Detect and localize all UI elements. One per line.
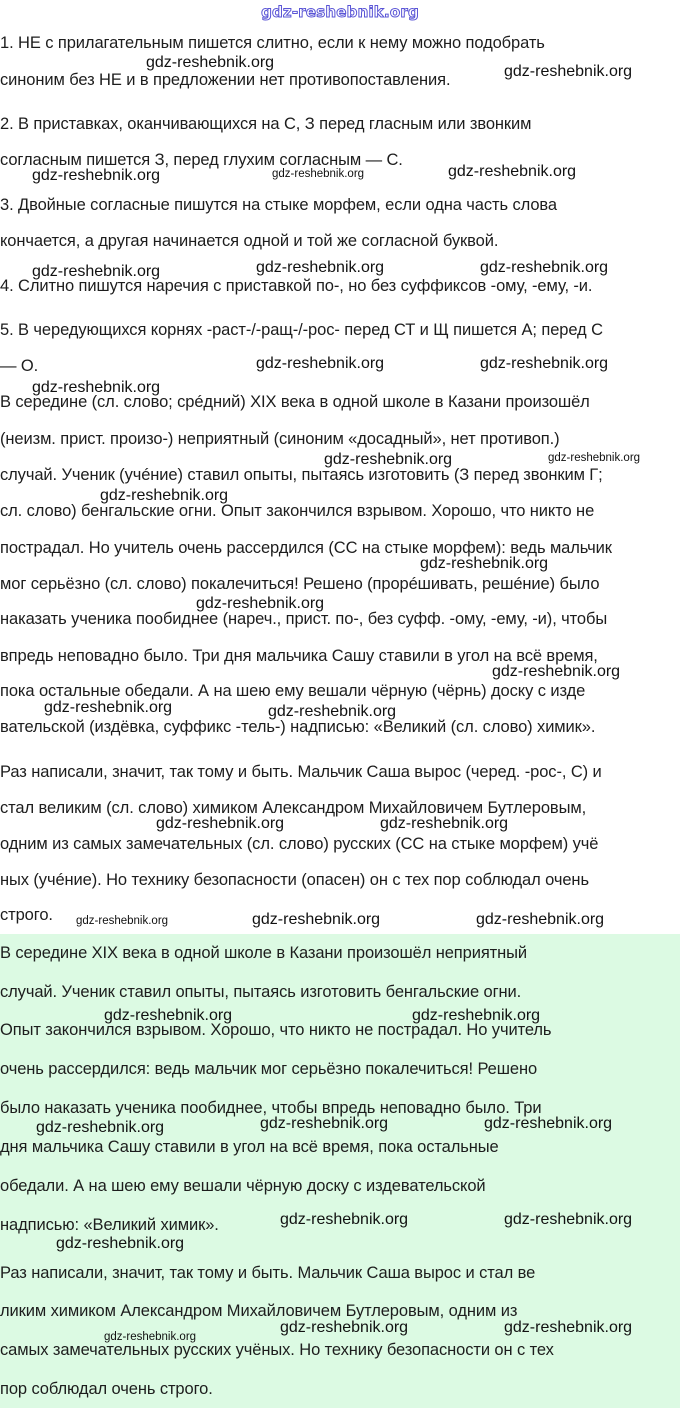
analysis-line: мог серьёзно (сл. слово) покалечиться! Решено (прорéшивать, решéние) было — [0, 575, 600, 593]
site-header — [0, 0, 680, 24]
analysis-line: ных (учéние). Но технику безопасности (опасен) он с тех пор соблюдал очень — [0, 871, 589, 889]
rule-line: согласным пишется З, перед глухим согласным — С. — [0, 151, 403, 169]
final-line: В середине XIX века в одной школе в Казани произошёл неприятный — [0, 944, 528, 962]
final-line: дня мальчика Сашу ставили в угол на всё время, пока остальные — [0, 1138, 499, 1156]
watermark: gdz-reshebnik.org — [492, 663, 621, 680]
site-logo-link[interactable]: gdz-reshebnik.org — [261, 3, 419, 21]
watermark: gdz-reshebnik.org — [484, 1115, 613, 1132]
watermark: gdz-reshebnik.org — [280, 1211, 409, 1228]
watermark: gdz-reshebnik.org — [504, 1319, 633, 1336]
watermark: gdz-reshebnik.org — [256, 259, 385, 276]
final-line: очень рассердился: ведь мальчик мог серьёзно покалечиться! Решено — [0, 1060, 538, 1078]
watermark: gdz-reshebnik.org — [476, 911, 605, 928]
watermark: gdz-reshebnik.org — [56, 1235, 185, 1252]
watermark: gdz-reshebnik.org — [104, 1007, 233, 1024]
final-line: ликим химиком Александром Михайловичем Бутлеровым, одним из — [0, 1302, 518, 1320]
final-line: обедали. А на шею ему вешали чёрную доску с издевательской — [0, 1177, 486, 1195]
watermark: gdz-reshebnik.org — [100, 487, 229, 504]
analysis-line: наказать ученика пообиднее (нареч., прист. по-, без суфф. -ому, -ему, -и), чтобы — [0, 610, 608, 628]
analysis-line: сл. слово) бенгальские огни. Опыт закончился взрывом. Хорошо, что никто не — [0, 502, 595, 520]
analysis-line: одним из самых замечательных (сл. слово) русских (СС на стыке морфем) учё — [0, 835, 599, 853]
watermark: gdz-reshebnik.org — [504, 63, 633, 80]
analysis-line: Раз написали, значит, так тому и быть. Мальчик Саша вырос (черед. -рос-, С) и — [0, 763, 602, 781]
watermark: gdz-reshebnik.org — [412, 1007, 541, 1024]
analysis-line: вательской (издёвка, суффикс -тель-) надписью: «Великий (сл. слово) химик». — [0, 718, 596, 736]
watermark: gdz-reshebnik.org — [420, 555, 549, 572]
watermark: gdz-reshebnik.org — [32, 379, 161, 396]
watermark: gdz-reshebnik.org — [156, 815, 285, 832]
rule-line: 1. НЕ с прилагательным пишется слитно, если к нему можно подобрать — [0, 34, 545, 52]
watermark: gdz-reshebnik.org — [44, 699, 173, 716]
final-line: случай. Ученик ставил опыты, пытаясь изготовить бенгальские огни. — [0, 983, 522, 1001]
watermark: gdz-reshebnik.org — [252, 911, 381, 928]
watermark: gdz-reshebnik.org — [480, 259, 609, 276]
watermark: gdz-reshebnik.org — [548, 452, 641, 464]
watermark: gdz-reshebnik.org — [448, 163, 577, 180]
watermark: gdz-reshebnik.org — [380, 815, 509, 832]
analysis-line: пострадал. Но учитель очень рассердился (СС на стыке морфем): ведь мальчик — [0, 539, 612, 557]
watermark: gdz-reshebnik.org — [268, 703, 397, 720]
rule-line: синоним без НЕ и в предложении нет противопоставления. — [0, 71, 451, 89]
rule-line: 4. Слитно пишутся наречия с приставкой по-, но без суффиксов -ому, -ему, -и. — [0, 277, 593, 295]
watermark: gdz-reshebnik.org — [272, 168, 365, 180]
final-line: было наказать ученика пообиднее, чтобы впредь неповадно было. Три — [0, 1099, 542, 1117]
rule-line: кончается, а другая начинается одной и той же согласной буквой. — [0, 232, 499, 250]
watermark: gdz-reshebnik.org — [76, 915, 169, 927]
watermark: gdz-reshebnik.org — [504, 1211, 633, 1228]
watermark: gdz-reshebnik.org — [324, 451, 453, 468]
watermark: gdz-reshebnik.org — [104, 1331, 197, 1343]
watermark: gdz-reshebnik.org — [36, 1119, 165, 1136]
analysis-line: стал великим (сл. слово) химиком Александром Михайловичем Бутлеровым, — [0, 799, 587, 817]
analysis-line: (неизм. прист. произо-) неприятный (синоним «досадный», нет противоп.) — [0, 430, 560, 448]
watermark: gdz-reshebnik.org — [280, 1319, 409, 1336]
watermark: gdz-reshebnik.org — [32, 167, 161, 184]
watermark: gdz-reshebnik.org — [32, 263, 161, 280]
analysis-line: В середине (сл. слово; срéдний) XIX века в одной школе в Казани произошёл — [0, 393, 590, 411]
analysis-line: строго. — [0, 906, 53, 924]
rule-line: 2. В приставках, оканчивающихся на С, З перед гласным или звонким — [0, 115, 532, 133]
final-line: самых замечательных русских учёных. Но технику безопасности он с тех — [0, 1341, 554, 1359]
analysis-line: случай. Ученик (учéние) ставил опыты, пытаясь изготовить (З перед звонким Г; — [0, 466, 603, 484]
analysis-line: впредь неповадно было. Три дня мальчика Сашу ставили в угол на всё время, — [0, 647, 598, 665]
rule-line: 3. Двойные согласные пишутся на стыке морфем, если одна часть слова — [0, 196, 557, 214]
rule-line: 5. В чередующихся корнях -раст-/-ращ-/-рос- перед СТ и Щ пишется А; перед С — [0, 321, 603, 339]
rule-line: — О. — [0, 357, 39, 375]
watermark: gdz-reshebnik.org — [260, 1115, 389, 1132]
watermark: gdz-reshebnik.org — [196, 595, 325, 612]
analysis-line: пока остальные обедали. А на шею ему вешали чёрную (чёрнь) доску с изде — [0, 682, 586, 700]
final-line: пор соблюдал очень строго. — [0, 1380, 213, 1398]
watermark: gdz-reshebnik.org — [146, 54, 275, 71]
watermark: gdz-reshebnik.org — [480, 355, 609, 372]
final-line: надписью: «Великий химик». — [0, 1216, 219, 1234]
watermark: gdz-reshebnik.org — [256, 355, 385, 372]
final-line: Опыт закончился взрывом. Хорошо, что никто не пострадал. Но учитель — [0, 1021, 552, 1039]
final-line: Раз написали, значит, так тому и быть. Мальчик Саша вырос и стал ве — [0, 1264, 536, 1282]
